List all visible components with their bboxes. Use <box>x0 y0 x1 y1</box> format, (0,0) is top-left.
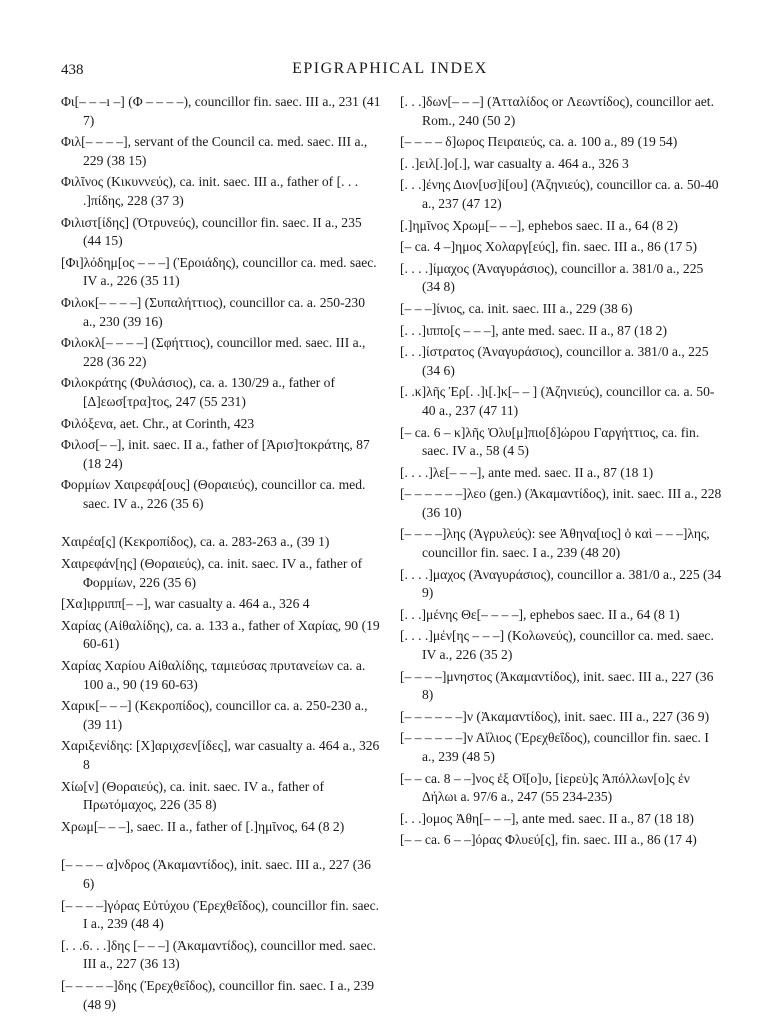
section-gap <box>61 839 381 856</box>
index-entry: [– – ca. 6 – –]όρας Φλυεύ[ς], fin. saec. III a., 86 (17 4) <box>400 832 697 848</box>
right-column <box>400 93 724 853</box>
section-gap <box>61 516 381 533</box>
index-entry: [– – ca. 8 – –]νος ἐξ Οἴ[ο]υ, [ἱερεὺ]ς Ἀπόλλων[ο]ς ἐν Δήλωι a. 97/6 a., 247 (55 234-235) <box>400 770 690 805</box>
index-entry: Φι[– – –ı –] (Φ – – – –), councillor fin. saec. III a., 231 (41 7) <box>61 94 381 128</box>
index-entry: [– – – –]μνηστος (Ἀκαμαντίδος), init. saec. III a., 227 (36 8) <box>400 668 714 703</box>
index-entry: [. .κ]λῆς Ἐρ[. .]ι[.]κ[– – ] (Ἀζηνιεύς), councillor ca. a. 50-40 a., 237 (47 11) <box>400 384 715 418</box>
running-title: EPIGRAPHICAL INDEX <box>292 60 488 77</box>
index-entry: [. . .]ίστρατος (Ἀναγυράσιος), councillor a. 381/0 a., 225 (34 6) <box>400 344 709 378</box>
index-entry: [. . .]δων[– – –] (Ἀτταλίδος or Λεωντίδος), councillor aet. Rom., 240 (50 2) <box>400 94 714 128</box>
index-entry: [. . .]ένης Διον[υσ]ί[ου] (Ἀζηνιεύς), councillor ca. a. 50-40 a., 237 (47 12) <box>400 177 719 211</box>
index-entry: Φιλ[– – – –], servant of the Council ca. med. saec. III a., 229 (38 15) <box>61 134 368 168</box>
index-entry: [. . . .]μαχος (Ἀναγυράσιος), councillor a. 381/0 a., 225 (34 9) <box>400 566 722 601</box>
index-entry: Χίω[ν] (Θοραιεύς), ca. init. saec. IV a., father of Πρωτόμαχος, 226 (35 8) <box>61 778 324 813</box>
index-entry: Φιλοκλ[– – – –] (Σφήττιος), councillor med. saec. III a., 228 (36 22) <box>61 335 366 369</box>
index-entry: Φιλόξενα, aet. Chr., at Corinth, 423 <box>61 415 255 431</box>
index-entry: [– – – –]γόρας Εὐτύχου (Ἐρεχθεΐδος), councillor fin. saec. I a., 239 (48 4) <box>61 897 380 932</box>
index-entry: [. . . .]ίμαχος (Ἀναγυράσιος), councillor a. 381/0 a., 225 (34 8) <box>400 260 704 295</box>
index-entry: [. . .]ομος Ἀθη[– – –], ante med. saec. II a., 87 (18 18) <box>400 810 694 826</box>
index-entry: [Φι]λόδημ[ος – – –] (Ἐροιάδης), councillor ca. med. saec. IV a., 226 (35 11) <box>61 254 377 289</box>
index-entry: [. . .6. . .]δης [– – –] (Ἀκαμαντίδος), councillor med. saec. III a., 227 (36 13) <box>61 937 377 972</box>
index-entry: Χαρίας (Αἰθαλίδης), ca. a. 133 a., father of Χαρίας, 90 (19 60-61) <box>61 617 380 652</box>
index-entry: [– – – – δ]ωρος Πειραιεύς, ca. a. 100 a., 89 (19 54) <box>400 134 678 150</box>
left-column <box>61 93 381 1017</box>
index-entry: [– – – –]λης (Ἀγρυλεύς): see Ἀθηνα[ιος] ὁ καὶ – – –]λης, councillor fin. saec. I a., 239 (48 20) <box>400 526 710 561</box>
index-entry: [– ca. 6 – κ]λῆς Ὀλυ[μ]πιο[δ]ώρου Γαργήττιος, ca. fin. saec. IV a., 58 (4 5) <box>400 424 700 459</box>
page-number: 438 <box>61 62 84 78</box>
index-entry: [– ca. 4 –]ημος Χολαργ[εύς], fin. saec. III a., 86 (17 5) <box>400 239 697 255</box>
index-entry: [– – – – α]νδρος (Ἀκαμαντίδος), init. saec. III a., 227 (36 6) <box>61 857 371 891</box>
index-entry: [. . . .]μέν[ης – – –] (Κολωνεύς), councillor ca. med. saec. IV a., 226 (35 2) <box>400 628 714 663</box>
index-entry: [– – – – – –]ν (Ἀκαμαντίδος), init. saec. III a., 227 (36 9) <box>400 708 710 724</box>
index-entry: Χαρικ[– – –] (Κεκροπίδος), councillor ca. a. 250-230 a., (39 11) <box>61 698 368 732</box>
index-entry: [– – –]ίνιος, ca. init. saec. III a., 229 (38 6) <box>400 300 633 316</box>
index-entry: [. . .]μένης Θε[– – – –], ephebos saec. II a., 64 (8 1) <box>400 606 680 622</box>
index-entry: Χαρίας Χαρίου Αἰθαλίδης, ταμιεύσας πρυτανείων ca. a. 100 a., 90 (19 60-63) <box>61 658 366 692</box>
index-entry: Χαιρέα[ς] (Κεκροπίδος), ca. a. 283-263 a., (39 1) <box>61 534 330 550</box>
index-entry: Φιλοκράτης (Φυλάσιος), ca. a. 130/29 a., father of [Δ]εωσ[τρα]τος, 247 (55 231) <box>61 375 335 409</box>
index-entry: Χαριξενίδης: [Χ]αριχσεν[ίδες], war casualty a. 464 a., 326 8 <box>61 738 380 772</box>
index-entry: [. .]ειλ[.]ο[.], war casualty a. 464 a., 326 3 <box>400 155 629 171</box>
index-entry: [.]ημῖνος Χρωμ[– – –], ephebos saec. II a., 64 (8 2) <box>400 217 678 233</box>
index-entry: [– – – – –]δης (Ἐρεχθεΐδος), councillor fin. saec. I a., 239 (48 9) <box>61 977 375 1012</box>
index-entry: Χαιρεφάν[ης] (Θοραιεύς), ca. init. saec. IV a., father of Φορμίων, 226 (35 6) <box>61 556 363 590</box>
index-entry: Φιλοκ[– – – –] (Συπαλήττιος), councillor ca. a. 250-230 a., 230 (39 16) <box>61 294 366 329</box>
index-entry: Φιλιστ[ίδης] (Ὀτρυνεύς), councillor fin. saec. II a., 235 (44 15) <box>61 214 362 249</box>
index-entry: [. . . .]λε[– – –], ante med. saec. II a., 87 (18 1) <box>400 464 654 480</box>
index-entry: [– – – – – –]ν Αἴλιος (Ἐρεχθεΐδος), councillor fin. saec. I a., 239 (48 5) <box>400 730 709 764</box>
index-entry: Φιλοσ[– –], init. saec. II a., father of [Ἀρισ]τοκράτης, 87 (18 24) <box>61 437 370 471</box>
index-entry: Φιλῖνος (Κικυννεύς), ca. init. saec. III a., father of [. . . .]πίδης, 228 (37 3) <box>61 174 359 208</box>
index-entry: [– – – – – –]λεο (gen.) (Ἀκαμαντίδος), init. saec. III a., 228 (36 10) <box>400 486 722 520</box>
index-entry: [. . .]ιππο[ς – – –], ante med. saec. II a., 87 (18 2) <box>400 322 667 338</box>
index-entry: [Χα]ιρριππ[– –], war casualty a. 464 a., 326 4 <box>61 596 310 612</box>
index-entry: Φορμίων Χαιρεφά[ους] (Θοραιεύς), councillor ca. med. saec. IV a., 226 (35 6) <box>61 477 366 511</box>
index-entry: Χρωμ[– – –], saec. II a., father of [.]ημῖνος, 64 (8 2) <box>61 818 345 834</box>
